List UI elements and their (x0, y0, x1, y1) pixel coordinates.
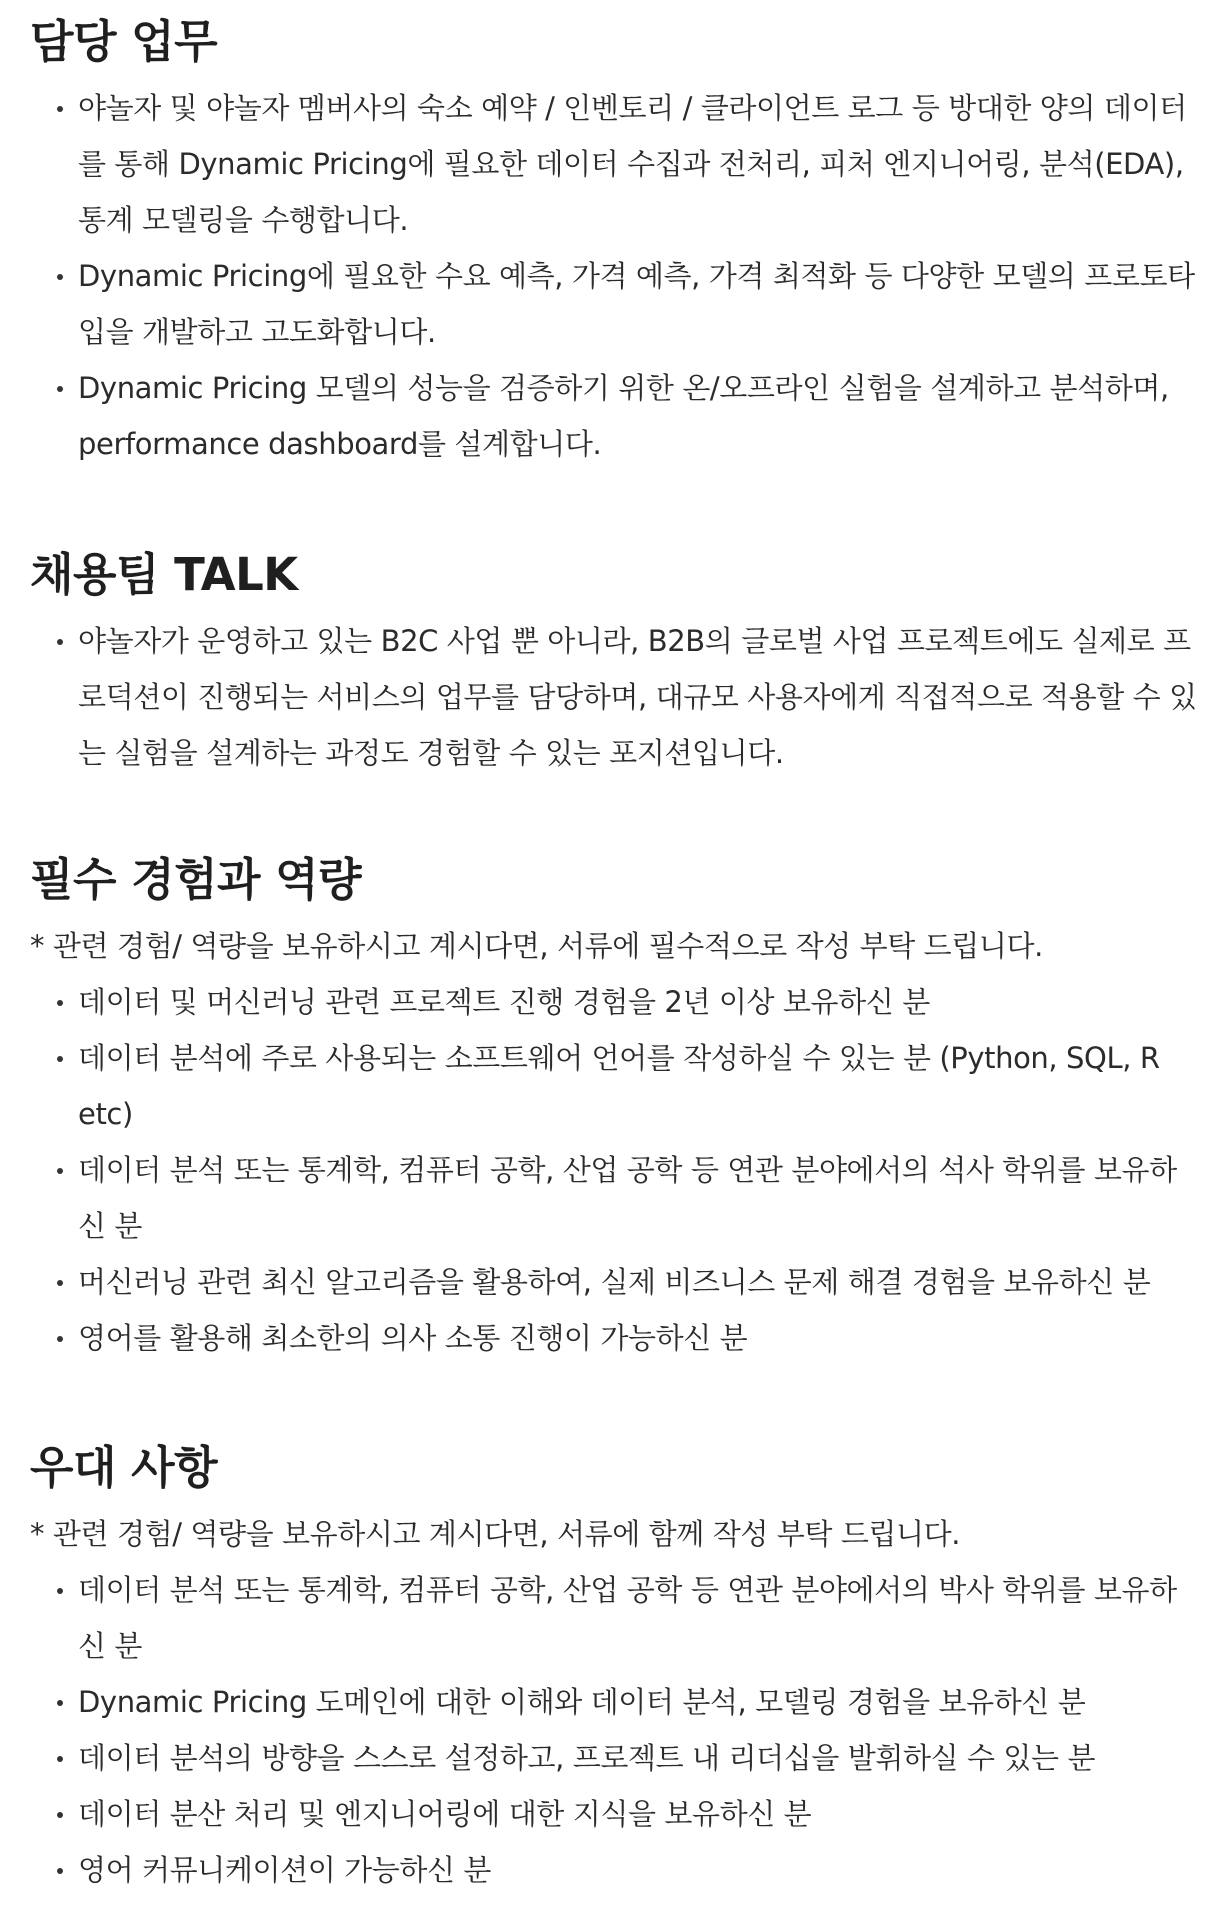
talk-title: 채용팀 TALK (30, 548, 298, 601)
duties-item: Dynamic Pricing에 필요한 수요 예측, 가격 예측, 가격 최적화 등 다양한 모델의 프로토타입을 개발하고 고도화합니다. (30, 248, 1210, 360)
preferred-item: 데이터 분산 처리 및 엔지니어링에 대한 지식을 보유하신 분 (30, 1786, 1210, 1842)
duties-section (30, 12, 1210, 472)
required-title: 필수 경험과 역량 (30, 853, 362, 906)
duties-item: Dynamic Pricing 모델의 성능을 검증하기 위한 온/오프라인 실험을 설계하고 분석하며, performance dashboard를 설계합니다. (30, 360, 1210, 472)
duties-item: 야놀자 및 야놀자 멤버사의 숙소 예약 / 인벤토리 / 클라이언트 로그 등 방대한 양의 데이터를 통해 Dynamic Pricing에 필요한 데이터 수집과 전처리, 피처 엔지니어링, 분석(EDA), 통계 모델링을 수행합니다. (30, 80, 1210, 248)
preferred-item: 데이터 분석의 방향을 스스로 설정하고, 프로젝트 내 리더십을 발휘하실 수 있는 분 (30, 1730, 1210, 1786)
preferred-list (30, 1562, 1210, 1898)
talk-item: 야놀자가 운영하고 있는 B2C 사업 뿐 아니라, B2B의 글로벌 사업 프로젝트에도 실제로 프로덕션이 진행되는 서비스의 업무를 담당하며, 대규모 사용자에게 직접적으로 적용할 수 있는 실험을 설계하는 과정도 경험할 수 있는 포지션입니다. (30, 613, 1210, 781)
required-item: 데이터 분석 또는 통계학, 컴퓨터 공학, 산업 공학 등 연관 분야에서의 석사 학위를 보유하신 분 (30, 1142, 1210, 1254)
talk-section (30, 545, 1210, 781)
required-note: * 관련 경험/ 역량을 보유하시고 계시다면, 서류에 필수적으로 작성 부탁 드립니다. (30, 929, 1043, 963)
required-item: 데이터 및 머신러닝 관련 프로젝트 진행 경험을 2년 이상 보유하신 분 (30, 974, 1210, 1030)
preferred-item: 데이터 분석 또는 통계학, 컴퓨터 공학, 산업 공학 등 연관 분야에서의 박사 학위를 보유하신 분 (30, 1562, 1210, 1674)
required-item: 영어를 활용해 최소한의 의사 소통 진행이 가능하신 분 (30, 1310, 1210, 1366)
talk-list (30, 613, 1210, 781)
preferred-title: 우대 사항 (30, 1441, 218, 1494)
preferred-section (30, 1438, 1210, 1898)
required-item: 데이터 분석에 주로 사용되는 소프트웨어 언어를 작성하실 수 있는 분 (Python, SQL, R etc) (30, 1030, 1210, 1142)
required-section (30, 850, 1210, 1366)
preferred-item: 영어 커뮤니케이션이 가능하신 분 (30, 1842, 1210, 1898)
preferred-item: Dynamic Pricing 도메인에 대한 이해와 데이터 분석, 모델링 경험을 보유하신 분 (30, 1674, 1210, 1730)
preferred-note: * 관련 경험/ 역량을 보유하시고 계시다면, 서류에 함께 작성 부탁 드립니다. (30, 1517, 961, 1551)
duties-list (30, 80, 1210, 472)
duties-title: 담당 업무 (30, 15, 218, 68)
required-item: 머신러닝 관련 최신 알고리즘을 활용하여, 실제 비즈니스 문제 해결 경험을 보유하신 분 (30, 1254, 1210, 1310)
required-list (30, 974, 1210, 1366)
